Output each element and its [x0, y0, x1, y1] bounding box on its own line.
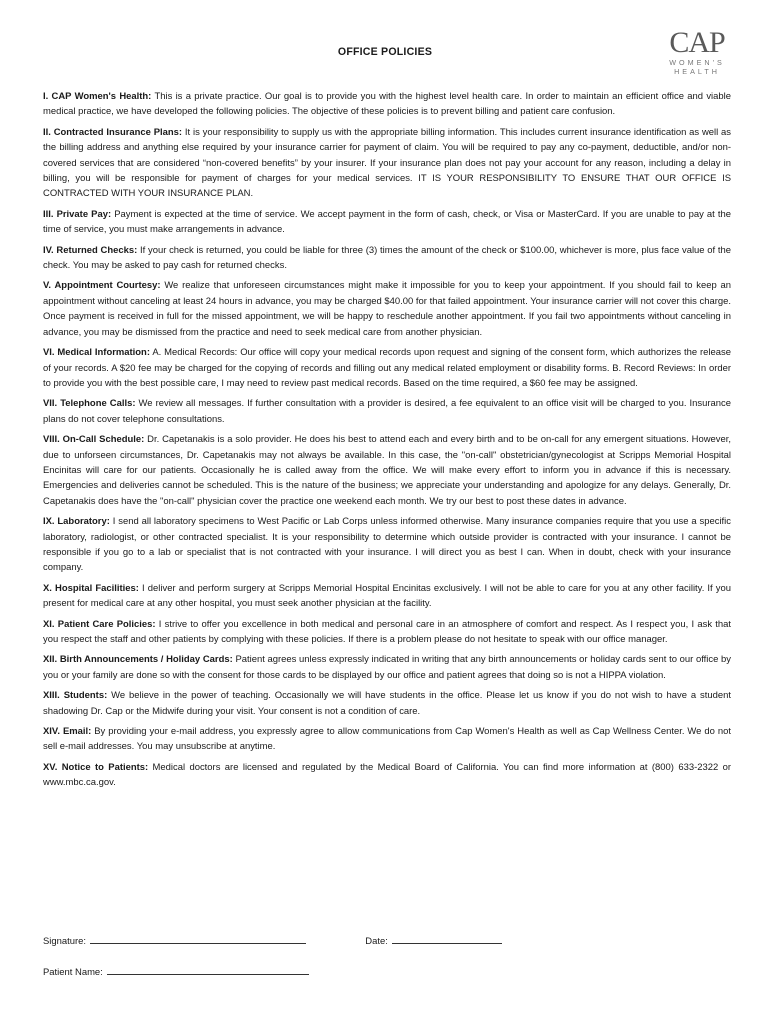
- policy-patient-care: [43, 617, 731, 648]
- policy-heading: VI. Medical Information:: [43, 347, 150, 359]
- policy-text: I send all laboratory specimens to West Pacific or Lab Corps unless informed otherwise. Many insurance companies require that you use a specific laboratory, radiologist, or other contracted specialist. It is your responsibility to determine which outside provider is contracted with your insurance. I cannot be responsible if you go to a lab or specialist that is not contracted with your insurance. I will direct you as best I can. When in doubt, check with your insurance company.: [43, 516, 731, 574]
- patient-name-field[interactable]: [107, 965, 309, 975]
- policy-heading: I. CAP Women's Health:: [43, 91, 152, 102]
- policy-students: [43, 688, 731, 719]
- policy-text: Patient agrees unless expressly indicated in writing that any birth announcements or holiday cards sent to our office by you or your family are done so with the consent for those cards to be displayed by our office and patient agrees that doing so is not a HIPPA violation.: [43, 654, 731, 681]
- patient-name-row: [43, 965, 309, 978]
- policy-text: A. Medical Records: Our office will copy your medical records upon request and signing of the consent form, which authorizes the release of your records. A $20 fee may be charged for the copying of records and filling out any medical related employment or disability forms. B. Record Reviews: In order to provide you with the best possible care, I may need to review past medical records. Based on the time required, a $60 fee may be assigned.: [43, 347, 731, 389]
- policy-text: Medical doctors are licensed and regulated by the Medical Board of California. You can find more information at (800) 633-2322 or www.mbc.ca.gov.: [43, 761, 731, 789]
- policy-text: Dr. Capetanakis is a solo provider. He does his best to attend each and every birth and to be on-call for any emergent situations. However, due to unforseen circumstances, Dr. Capetanakis may not always be available. In this case, the "on-call" obstetrician/gynecologist at Scripps Memorial Hospital Encinitas will care for our patients. Occasionally he is called away from the office. We will make every effort to inform you in advance if this is necessary. Emergencies and deliveries cannot be scheduled. This is the nature of the business; we appreciate your understanding and apologize for any delays. Generally, Dr. Capetanakis does have the "on-call" physician cover the practice one weekend each month. We try our best to post these dates in advance.: [43, 434, 731, 507]
- signature-field[interactable]: [90, 934, 306, 944]
- policy-cap-womens-health: [43, 89, 731, 120]
- logo-wordmark: CAP: [669, 26, 725, 59]
- policy-text: It is your responsibility to supply us with the appropriate billing information. This includes current insurance identification as well as the billing address and anything else required by your insurance carrier for payment of claim. You will be required to pay any co-payment, deductible, and/or non-covered services that are considered “non-covered benefits” by your insurer. If your insurance plan does not pay your account for any reason, including a delay in billing, you will be responsible for payment of charges for your medical services. IT IS YOUR RESPONSIBILITY TO ENSURE THAT OUR OFFICE IS CONTRACTED WITH YOUR INSURANCE PLAN.: [43, 126, 732, 200]
- signature-label: Signature:: [43, 936, 87, 947]
- signature-row: [43, 934, 502, 947]
- policy-heading: II. Contracted Insurance Plans:: [43, 126, 183, 138]
- policy-heading: XV. Notice to Patients:: [43, 761, 149, 773]
- policy-heading: IV. Returned Checks:: [43, 244, 138, 256]
- policy-contracted-insurance: [43, 125, 731, 202]
- policy-heading: III. Private Pay:: [43, 208, 112, 220]
- policy-heading: XII. Birth Announcements / Holiday Cards:: [43, 654, 233, 666]
- policy-appointment-courtesy: [43, 278, 731, 340]
- policy-laboratory: [43, 514, 731, 576]
- policy-private-pay: [43, 207, 731, 238]
- policy-text: By providing your e-mail address, you expressly agree to allow communications from Cap Women's Health as well as Cap Wellness Center. We do not sell e-mail addresses. You may unsubscribe at anytime.: [43, 726, 731, 753]
- policy-heading: X. Hospital Facilities:: [43, 582, 139, 594]
- policy-heading: XIV. Email:: [43, 726, 92, 738]
- policy-heading: V. Appointment Courtesy:: [43, 280, 161, 292]
- policy-heading: VII. Telephone Calls:: [43, 398, 136, 410]
- policy-text: We review all messages. If further consultation with a provider is desired, a fee equivalent to an office visit will be charged to you. Insurance plans do not cover telephone consultations.: [43, 398, 731, 425]
- policy-text: We realize that unforeseen circumstances might make it impossible for you to keep your appointment. If you should fail to keep an appointment without canceling at least 24 hours in advance, you may be charged $40.00 for that failed appointment. Your insurance carrier will not cover this charge. Once payment is received in full for the missed appointment, we will be happy to reschedule another appointment. If you fail two appointments without canceling in advance, you may be dismissed from the practice and need to seek medical care from another physician.: [43, 280, 731, 338]
- policy-hospital-facilities: [43, 581, 731, 612]
- logo-line-womens: WOMEN'S: [669, 58, 725, 67]
- policy-email: [43, 724, 731, 755]
- policy-text: If your check is returned, you could be liable for three (3) times the amount of the check or $100.00, whichever is more, plus face value of the check. You may be asked to pay cash for returned checks.: [43, 244, 731, 272]
- policy-text: This is a private practice. Our goal is to provide you with the highest level health care. In order to maintain an efficient office and viable medical practice, we have developed the following policies. The objective of these policies is to prevent billing and patient care confusion.: [43, 91, 731, 118]
- policy-on-call-schedule: [43, 432, 731, 509]
- policy-heading: XIII. Students:: [43, 690, 108, 702]
- policy-text: Payment is expected at the time of service. We accept payment in the form of cash, check, or Visa or MasterCard. If you are unable to pay at the time of service, you must make arrangements in advance.: [43, 208, 731, 236]
- policy-text: I strive to offer you excellence in both medical and personal care in an atmosphere of comfort and respect. As I respect you, I ask that you respect the staff and other patients by complying with these policies. If there is a problem please do not hesitate to speak with our office manager.: [43, 618, 732, 645]
- policy-heading: IX. Laboratory:: [43, 516, 110, 528]
- date-label: Date:: [365, 936, 388, 947]
- page-title: OFFICE POLICIES: [337, 46, 433, 58]
- policy-notice-to-patients: [43, 760, 731, 791]
- policy-medical-information: [43, 345, 731, 391]
- policy-text: I deliver and perform surgery at Scripps Memorial Hospital Encinitas exclusively. I will not be able to care for you at any other facility. If you present for medical care at any other hospital, you must seek another physician at the facility.: [43, 582, 732, 610]
- logo-line-health: HEALTH: [674, 67, 720, 76]
- policy-birth-announcements: [43, 652, 731, 683]
- policy-text: We believe in the power of teaching. Occasionally we will have students in the office. Please let us know if you do not wish to have a student shadowing Dr. Cap or the Midwife during your visit. Your consent is not a condition of care.: [43, 690, 732, 717]
- policy-heading: VIII. On-Call Schedule:: [43, 434, 145, 446]
- date-field[interactable]: [392, 934, 502, 944]
- policy-telephone-calls: [43, 396, 731, 427]
- policy-returned-checks: [43, 243, 731, 274]
- policy-heading: XI. Patient Care Policies:: [43, 618, 156, 630]
- patient-name-label: Patient Name:: [43, 967, 103, 978]
- policy-list: [43, 89, 731, 796]
